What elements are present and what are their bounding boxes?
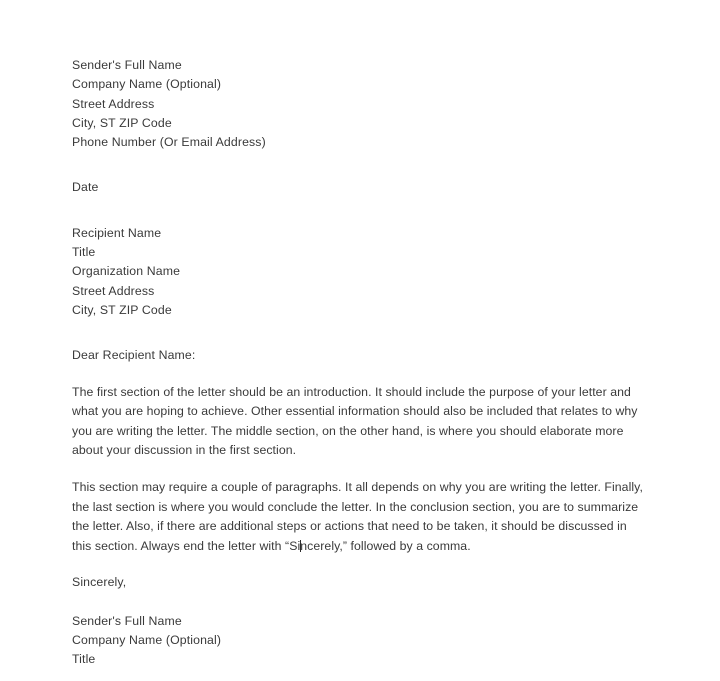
date-block[interactable] [72,178,648,197]
sender-city-state-zip-line: City, ST ZIP Code [72,115,172,130]
recipient-address-block[interactable] [72,224,648,320]
spacer-closing-to-signature [72,593,648,612]
spacer-sender-to-date [72,152,648,178]
recipient-city-state-zip-line: City, ST ZIP Code [72,302,172,317]
sender-street-line: Street Address [72,96,155,111]
closing-block[interactable] [72,573,648,592]
letter-body[interactable] [72,56,648,670]
signature-block[interactable] [72,612,648,670]
recipient-title-line: Title [72,245,96,260]
salutation-block[interactable] [72,346,648,365]
body-paragraph-1: The first section of the letter should be an introduction. It should include the purpose of your letter and what you are hoping to achieve. Other essential information should also be included that relates to why you are writing the letter. The middle section, on the other hand, is where you should elaborate more about your discussion in the first section. [72,384,638,458]
body-paragraph-2 [72,478,648,556]
spacer-paragraph-1-to-paragraph-2 [72,461,648,478]
closing-line: Sincerely, [72,575,127,590]
sender-name-line: Sender's Full Name [72,58,182,72]
recipient-name-line: Recipient Name [72,225,162,240]
spacer-recipient-to-salutation [72,320,648,346]
recipient-organization-line: Organization Name [72,264,181,279]
spacer-date-to-recipient [72,198,648,224]
sender-address-block[interactable] [72,56,648,152]
sender-company-line: Company Name (Optional) [72,77,222,92]
signature-title-line: Title [72,652,96,667]
signature-company-line: Company Name (Optional) [72,632,222,647]
signature-name-line: Sender's Full Name [72,613,182,628]
body-paragraph-2-before-caret: This section may require a couple of paragraphs. It all depends on why you are writing the letter. Finally, the last section is where you would conclude the letter. In the conclusion section, you are to summarize the letter. Also, if there are additional steps or actions that need to be taken, it should be discussed in this section. Always end the letter with “Si [72,479,643,553]
sender-phone-line: Phone Number (Or Email Address) [72,135,266,150]
spacer-salutation-to-paragraph-1 [72,366,648,383]
recipient-street-line: Street Address [72,283,155,298]
date-line: Date [72,180,99,195]
body-paragraph-2-after-caret: ncerely,” followed by a comma. [300,538,471,553]
salutation-line: Dear Recipient Name: [72,348,196,363]
spacer-paragraph-2-to-closing [72,556,648,573]
